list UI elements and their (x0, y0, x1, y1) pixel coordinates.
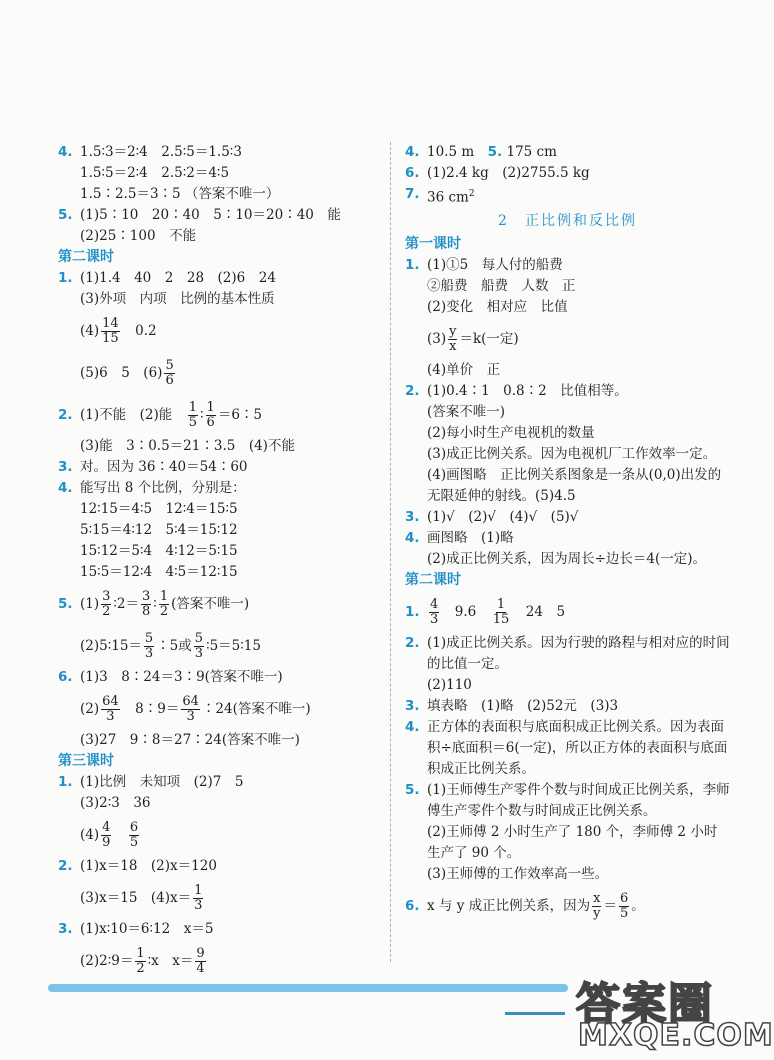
answer-item: 6. (1)2.4 kg (2)2755.5 kg (405, 165, 590, 181)
watermark-logo (572, 968, 774, 1054)
answer-item: 1. (1)1.4 40 2 28 (2)6 24 (58, 270, 276, 286)
answer-item: 4. 画图略 (1)略 (405, 529, 514, 546)
answer-item: 5. (1) $\frac{3}{2}$ ∶2＝ $\frac{3}{8}$ ∶ $\frac{1}{2}$ (答案不唯一) (58, 589, 250, 619)
answer-item: 3. (1)x∶10＝6∶12 x＝5 (58, 921, 214, 937)
fraction: $\frac{3}{2}$ (102, 589, 111, 619)
fraction: $\frac{64}{3}$ (102, 694, 119, 724)
left-column (58, 142, 376, 982)
answer-line: (2)2∶9＝ $\frac{1}{2}$ ∶x x＝ $\frac{9}{4}$ (80, 946, 205, 976)
answer-item: 3. (1)√ (2)√ (4)√ (5)√ (405, 508, 579, 525)
answer-item: 6. x 与 y 成正比例关系，因为 $\frac{x}{y}$ ＝ $\frac{6}{5}$ 。 (405, 890, 645, 921)
section-heading: 第一课时 (405, 235, 461, 252)
answer-item: 1. $\frac{4}{3}$ 9.6 $\frac{1}{15}$ 24 5 (405, 596, 566, 627)
answer-item: 5. (1)王师傅生产零件个数与时间成正比例关系，李师傅生产零件个数与时间成正比例关系。 (405, 781, 730, 819)
fraction: $\frac{y}{x}$ (449, 323, 457, 354)
fraction: $\frac{1}{3}$ (194, 883, 203, 913)
fraction: $\frac{6}{5}$ (619, 890, 629, 921)
fraction: $\frac{1}{2}$ (159, 589, 169, 619)
answer-item: 6. (1)3 8∶24＝3∶9(答案不唯一) (58, 669, 283, 685)
answer-line: 1.5∶2.5＝3∶5 （答案不唯一） (80, 186, 280, 202)
answer-line: (2)王师傅 2 小时生产了 180 个，李师傅 2 小时生产了 90 个。 (427, 823, 718, 861)
answer-line: (2)变化 相对应 比值 (427, 298, 568, 315)
answer-line: ②船费 船费 人数 正 (427, 277, 576, 294)
answer-line: 12∶15＝4∶5 12∶4＝15∶5 (80, 501, 238, 517)
section-heading: 第三课时 (58, 753, 114, 769)
fraction: $\frac{5}{3}$ (144, 631, 154, 661)
answer-line: (答案不唯一) (427, 403, 506, 420)
answer-line: (3)外项 内项 比例的基本性质 (80, 291, 275, 307)
answer-line: (3)成正比例关系。因为电视机厂工作效率一定。 (427, 445, 717, 462)
fraction: $\frac{3}{8}$ (142, 589, 151, 619)
fraction: $\frac{x}{y}$ (593, 890, 601, 921)
answer-line: (3)27 9∶8＝27∶24(答案不唯一) (80, 732, 300, 748)
answer-item: 4. 能写出 8 个比例，分别是： (58, 480, 246, 496)
fraction: $\frac{4}{9}$ (102, 820, 111, 850)
answer-line: (2)110 (427, 676, 472, 693)
answer-line: (3)x＝15 (4)x＝ $\frac{1}{3}$ (80, 883, 203, 913)
section-heading: 第二课时 (58, 249, 114, 265)
answer-line: (4) $\frac{14}{15}$ 0.2 (80, 316, 157, 346)
fraction: $\frac{4}{3}$ (430, 596, 439, 627)
watermark-text: 答案圈 (576, 979, 714, 1030)
answer-line: (2)5∶15＝ $\frac{5}{3}$ ∶5或 $\frac{5}{3}$ ∶5＝5∶15 (80, 631, 261, 661)
fraction: $\frac{5}{3}$ (194, 631, 204, 661)
fraction: $\frac{1}{5}$ (188, 400, 198, 430)
fraction: $\frac{1}{15}$ (492, 596, 510, 627)
answer-line: 1.5∶5＝2∶4 2.5∶2＝4∶5 (80, 165, 230, 181)
answer-line: (3)2∶3 36 (80, 795, 151, 811)
answer-line: (2)每小时生产电视机的数量 (427, 424, 595, 441)
unit-title: 2 正比例和反比例 (498, 212, 637, 229)
answer-line: (3) $\frac{y}{x}$ ＝k(一定) (427, 323, 519, 354)
answer-line: (2)成正比例关系，因为周长÷边长＝4(一定)。 (427, 550, 707, 567)
answer-item: 4. 10.5 m 5. 175 cm (405, 144, 557, 160)
answer-line: (4) $\frac{4}{9}$ $\frac{6}{5}$ (80, 820, 139, 850)
answer-item: 2. (1)x＝18 (2)x＝120 (58, 858, 217, 874)
answer-line: (5)6 5 (6) $\frac{5}{6}$ (80, 358, 174, 388)
answer-line: (3)能 3∶0.5＝21∶3.5 (4)不能 (80, 438, 295, 454)
answer-item: 2. (1)成正比例关系。因为行驶的路程与相对应的时间的比值一定。 (405, 634, 730, 672)
fraction: $\frac{6}{5}$ (129, 820, 139, 850)
fraction: $\frac{1}{6}$ (206, 400, 215, 430)
right-column (405, 142, 730, 927)
answer-item: 4. 1.5∶3＝2∶4 2.5∶5＝1.5∶3 (58, 144, 242, 160)
answer-line: 15∶5＝12∶4 4∶5＝12∶15 (80, 564, 238, 580)
fraction: $\frac{5}{6}$ (165, 358, 174, 388)
answer-item: 3. 对。因为 36∶40＝54∶60 (58, 459, 248, 475)
footer-accent-line (505, 1012, 565, 1015)
fraction: $\frac{64}{3}$ (182, 694, 199, 724)
answer-item: 2. (1)0.4∶1 0.8∶2 比值相等。 (405, 382, 628, 399)
fraction: $\frac{1}{2}$ (136, 946, 145, 976)
fraction: $\frac{9}{4}$ (196, 946, 205, 976)
section-heading: 第二课时 (405, 571, 461, 588)
answer-item: 2. (1)不能 (2)能 $\frac{1}{5}$ ∶ $\frac{1}{6}$ ＝6∶5 (58, 400, 263, 430)
fraction: $\frac{14}{15}$ (102, 316, 119, 346)
answer-line: (4)画图略 正比例关系图象是一条从(0,0)出发的无限延伸的射线。(5)4.5 (427, 466, 722, 504)
answer-item: 1. (1)比例 未知项 (2)7 5 (58, 774, 244, 790)
column-divider (390, 142, 391, 962)
answer-item: 1. (1)①5 每人付的船费 (405, 256, 563, 273)
answer-line: 15∶12＝5∶4 4∶12＝5∶15 (80, 543, 238, 559)
answer-line: (2) $\frac{64}{3}$ 8∶9＝ $\frac{64}{3}$ ∶24(答案不唯一) (80, 694, 311, 724)
answer-item: 4. 正方体的表面积与底面积成正比例关系。因为表面积÷底面积＝6(一定)，所以正方体的表面积与底面积成正比例关系。 (405, 718, 728, 777)
footer-band (48, 984, 568, 992)
answer-item: 5. (1)5∶10 20∶40 5∶10＝20∶40 能 (58, 207, 341, 223)
answer-line: (4)单价 正 (427, 361, 501, 378)
answer-item: 7. 36 $cm^2$ (405, 186, 475, 206)
answer-line: (3)王师傅的工作效率高一些。 (427, 865, 609, 882)
answer-line: 5∶15＝4∶12 5∶4＝15∶12 (80, 522, 238, 538)
watermark-url: MXQE.COM (578, 1018, 774, 1053)
answer-item: 3. 填表略 (1)略 (2)52元 (3)3 (405, 697, 619, 714)
answer-line: (2)25∶100 不能 (80, 228, 197, 244)
